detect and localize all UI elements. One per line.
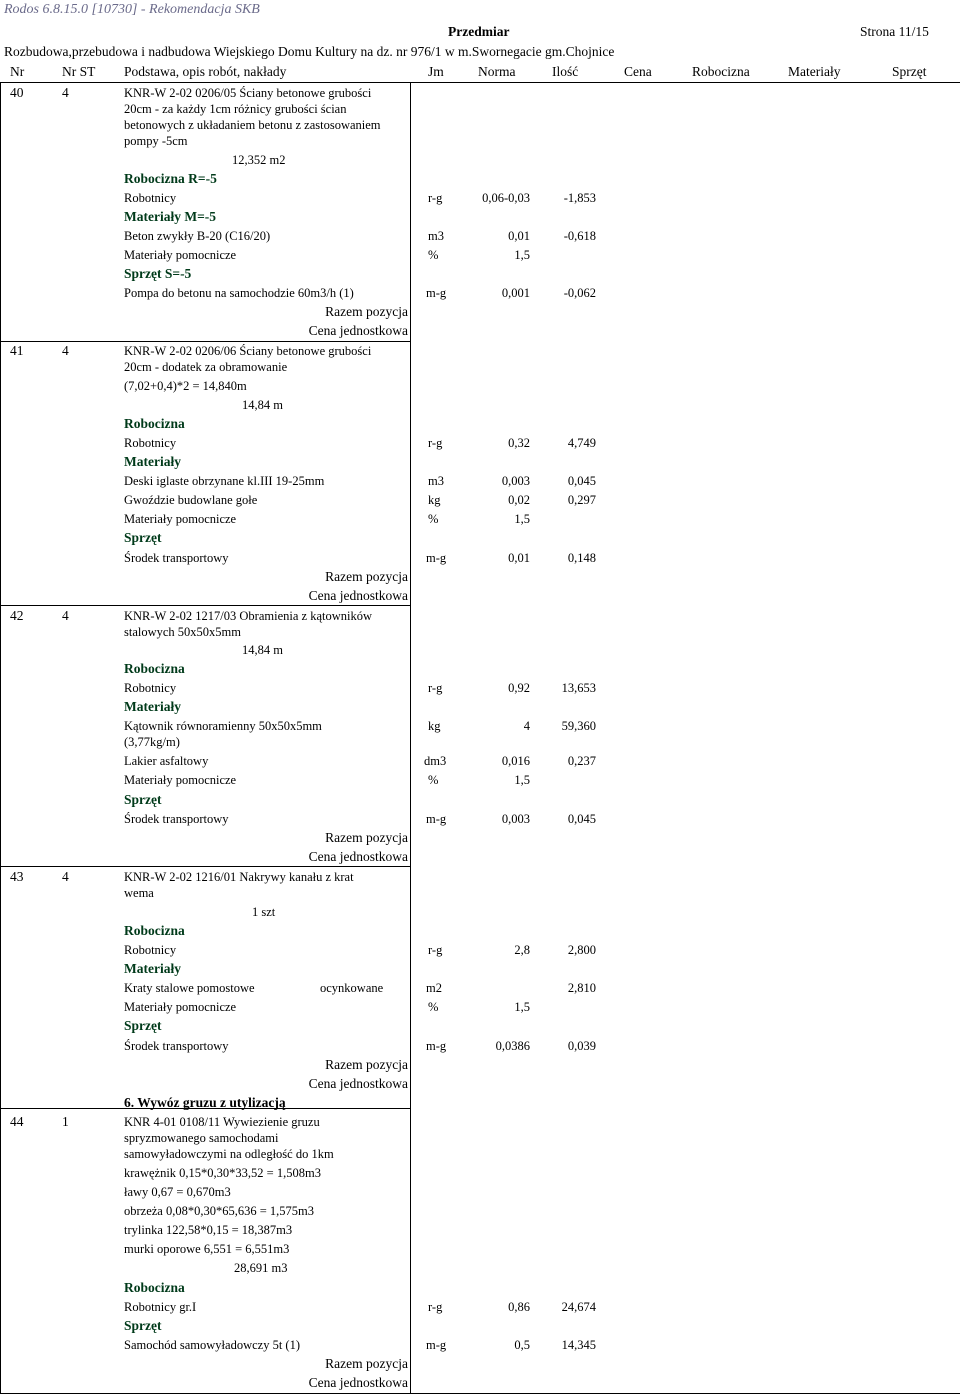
item-st: 4 xyxy=(62,869,69,884)
resource-norma: 0,003 xyxy=(501,812,530,826)
row-divider-43 xyxy=(0,866,410,867)
robocizna-heading: Robocizna xyxy=(124,661,185,676)
sprzet-heading: Sprzęt S=-5 xyxy=(124,266,192,281)
item-desc-line: KNR-W 2-02 0206/06 Ściany betonowe grubości xyxy=(124,344,372,358)
sprzet-heading: Sprzęt xyxy=(124,1018,162,1033)
col-robocizna: Robocizna xyxy=(692,64,750,79)
item-calc: trylinka 122,58*0,15 = 18,387m3 xyxy=(124,1223,293,1237)
cena-jednostkowa: Cena jednostkowa xyxy=(308,1076,408,1091)
col-description: Podstawa, opis robót, nakłady xyxy=(124,64,287,79)
sprzet-heading: Sprzęt xyxy=(124,792,162,807)
resource-jm: % xyxy=(428,248,439,262)
resource-norma: 0,02 xyxy=(508,493,530,507)
resource-norma: 0,32 xyxy=(508,436,530,450)
razem-pozycja: Razem pozycja xyxy=(325,830,408,845)
cena-jednostkowa: Cena jednostkowa xyxy=(308,588,408,603)
item-calc: krawężnik 0,15*0,30*33,52 = 1,508m3 xyxy=(124,1166,321,1180)
resource-norma: 4 xyxy=(523,719,530,733)
resource-ilosc: -0,062 xyxy=(563,286,596,300)
resource-name: Beton zwykły B-20 (C16/20) xyxy=(124,229,271,243)
item-quantity: 1 szt xyxy=(252,905,276,919)
robocizna-heading: Robocizna xyxy=(124,923,185,938)
resource-norma: 1,5 xyxy=(514,1000,530,1014)
resource-ilosc: 4,749 xyxy=(567,436,596,450)
materialy-heading: Materiały xyxy=(124,454,181,469)
item-desc-line: KNR-W 2-02 0206/05 Ściany betonowe grubości xyxy=(124,86,372,100)
section-heading: 6. Wywóz gruzu z utylizacją xyxy=(124,1095,286,1110)
resource-ilosc: 0,045 xyxy=(567,812,596,826)
resource-name-cont: (3,77kg/m) xyxy=(124,735,180,749)
materialy-heading: Materiały xyxy=(124,699,181,714)
sprzet-heading: Sprzęt xyxy=(124,530,162,545)
item-desc-line: stalowych 50x50x5mm xyxy=(124,625,242,639)
item-nr: 43 xyxy=(10,869,24,884)
resource-ilosc: -1,853 xyxy=(563,191,596,205)
resource-jm: r-g xyxy=(428,436,443,450)
item-st: 4 xyxy=(62,343,69,358)
resource-name: Środek transportowy xyxy=(124,1039,229,1053)
resource-ilosc: 13,653 xyxy=(561,681,596,695)
resource-jm: m3 xyxy=(428,229,444,243)
resource-norma: 0,92 xyxy=(508,681,530,695)
robocizna-heading: Robocizna xyxy=(124,1280,185,1295)
item-quantity: 14,84 m xyxy=(242,643,283,657)
resource-jm: m-g xyxy=(426,812,447,826)
sprzet-heading: Sprzęt xyxy=(124,1318,162,1333)
resource-jm: m3 xyxy=(428,474,444,488)
col-nr-st: Nr ST xyxy=(62,64,96,79)
item-nr: 41 xyxy=(10,343,24,358)
resource-norma: 0,016 xyxy=(501,754,530,768)
resource-name: Środek transportowy xyxy=(124,812,229,826)
resource-name: Materiały pomocnicze xyxy=(124,248,237,262)
resource-norma: 0,001 xyxy=(501,286,530,300)
project-title: Rozbudowa,przebudowa i nadbudowa Wiejskiego Domu Kultury na dz. nr 976/1 w m.Swornegacie gm.Chojnice xyxy=(4,44,615,59)
resource-name: Materiały pomocnicze xyxy=(124,773,237,787)
resource-ilosc: 0,148 xyxy=(567,551,596,565)
bottom-border xyxy=(0,1393,960,1394)
resource-ilosc: 14,345 xyxy=(561,1338,596,1352)
col-nr: Nr xyxy=(10,64,25,79)
resource-ilosc: 59,360 xyxy=(561,719,596,733)
item-nr: 42 xyxy=(10,608,24,623)
resource-jm: r-g xyxy=(428,1300,443,1314)
resource-name: Robotnicy gr.I xyxy=(124,1300,197,1314)
resource-name: Kątownik równoramienny 50x50x5mm xyxy=(124,719,322,733)
row-divider-41 xyxy=(0,341,410,342)
resource-norma: 1,5 xyxy=(514,512,530,526)
item-quantity: 14,84 m xyxy=(242,398,283,412)
resource-name: Gwoździe budowlane gołe xyxy=(124,493,258,507)
resource-jm: m2 xyxy=(426,981,442,995)
resource-norma: 0,01 xyxy=(508,229,530,243)
resource-jm: m-g xyxy=(426,551,447,565)
item-calc: (7,02+0,4)*2 = 14,840m xyxy=(124,379,247,393)
resource-ilosc: 2,800 xyxy=(567,943,596,957)
resource-ilosc: 24,674 xyxy=(561,1300,596,1314)
header-bottom-rule xyxy=(0,82,960,83)
robocizna-heading: Robocizna R=-5 xyxy=(124,171,217,186)
item-calc: ławy 0,67 = 0,670m3 xyxy=(124,1185,231,1199)
item-desc-line: KNR 4-01 0108/11 Wywiezienie gruzu xyxy=(124,1115,320,1129)
resource-jm: dm3 xyxy=(424,754,447,768)
resource-norma: 1,5 xyxy=(514,248,530,262)
resource-ilosc: 0,039 xyxy=(567,1039,596,1053)
resource-name: Deski iglaste obrzynane kl.III 19-25mm xyxy=(124,474,325,488)
col-sprzet: Sprzęt xyxy=(892,64,927,79)
item-quantity: 28,691 m3 xyxy=(234,1261,288,1275)
resource-name: Lakier asfaltowy xyxy=(124,754,209,768)
resource-norma: 0,0386 xyxy=(495,1039,530,1053)
item-desc-line: betonowych z układaniem betonu z zastosowaniem xyxy=(124,118,381,132)
resource-name: Samochód samowyładowczy 5t (1) xyxy=(124,1338,301,1352)
resource-name: Robotnicy xyxy=(124,191,177,205)
item-desc-line: 20cm - za każdy 1cm różnicy grubości ścian xyxy=(124,102,347,116)
resource-norma: 0,86 xyxy=(508,1300,530,1314)
razem-pozycja: Razem pozycja xyxy=(325,569,408,584)
col-ilosc: Ilość xyxy=(552,64,579,79)
app-title: Rodos 6.8.15.0 [10730] - Rekomendacja SKB xyxy=(4,2,260,17)
razem-pozycja: Razem pozycja xyxy=(325,304,408,319)
resource-jm: m-g xyxy=(426,286,447,300)
resource-jm: r-g xyxy=(428,191,443,205)
item-desc-line: KNR-W 2-02 1217/03 Obramienia z kątowników xyxy=(124,609,372,623)
cena-jednostkowa: Cena jednostkowa xyxy=(308,323,408,338)
resource-norma: 1,5 xyxy=(514,773,530,787)
resource-norma: 0,003 xyxy=(501,474,530,488)
robocizna-heading: Robocizna xyxy=(124,416,185,431)
item-st: 4 xyxy=(62,85,69,100)
resource-jm: r-g xyxy=(428,681,443,695)
item-st: 1 xyxy=(62,1114,69,1129)
resource-jm: % xyxy=(428,1000,439,1014)
resource-name: Robotnicy xyxy=(124,943,177,957)
resource-ilosc: -0,618 xyxy=(563,229,596,243)
item-desc-line: wema xyxy=(124,886,154,900)
col-jm: Jm xyxy=(428,64,444,79)
resource-jm: m-g xyxy=(426,1338,447,1352)
cena-jednostkowa: Cena jednostkowa xyxy=(308,1375,408,1390)
row-divider-42 xyxy=(0,605,410,606)
resource-name: Kraty stalowe pomostowe xyxy=(124,981,255,995)
resource-norma: 0,06-0,03 xyxy=(482,191,530,205)
resource-ilosc: 0,045 xyxy=(567,474,596,488)
resource-name: Robotnicy xyxy=(124,436,177,450)
materialy-heading: Materiały M=-5 xyxy=(124,209,217,224)
item-desc-line: KNR-W 2-02 1216/01 Nakrywy kanału z krat xyxy=(124,870,354,884)
resource-jm: % xyxy=(428,512,439,526)
item-calc: murki oporowe 6,551 = 6,551m3 xyxy=(124,1242,290,1256)
col-cena: Cena xyxy=(624,64,652,79)
item-desc-line: spryzmowanego samochodami xyxy=(124,1131,279,1145)
materialy-heading: Materiały xyxy=(124,961,181,976)
resource-ilosc: 0,297 xyxy=(567,493,596,507)
resource-norma: 0,01 xyxy=(508,551,530,565)
resource-name: Środek transportowy xyxy=(124,551,229,565)
resource-name-cont: ocynkowane xyxy=(320,981,384,995)
resource-jm: r-g xyxy=(428,943,443,957)
resource-name: Materiały pomocnicze xyxy=(124,512,237,526)
resource-name: Materiały pomocnicze xyxy=(124,1000,237,1014)
item-desc-line: pompy -5cm xyxy=(124,134,188,148)
resource-name: Pompa do betonu na samochodzie 60m3/h (1) xyxy=(124,286,354,300)
item-desc-line: 20cm - dodatek za obramowanie xyxy=(124,360,288,374)
col-materialy: Materiały xyxy=(788,64,841,79)
item-desc-line: samowyładowczymi na odległość do 1km xyxy=(124,1147,334,1161)
item-nr: 44 xyxy=(10,1114,24,1129)
resource-jm: kg xyxy=(428,719,441,733)
item-quantity: 12,352 m2 xyxy=(232,153,286,167)
resource-name: Robotnicy xyxy=(124,681,177,695)
resource-norma: 2,8 xyxy=(514,943,530,957)
razem-pozycja: Razem pozycja xyxy=(325,1356,408,1371)
resource-jm: m-g xyxy=(426,1039,447,1053)
resource-norma: 0,5 xyxy=(514,1338,530,1352)
page-label: Strona 11/15 xyxy=(860,24,929,39)
resource-ilosc: 2,810 xyxy=(567,981,596,995)
doc-title: Przedmiar xyxy=(448,24,510,39)
item-st: 4 xyxy=(62,608,69,623)
left-border xyxy=(0,82,1,1394)
resource-ilosc: 0,237 xyxy=(567,754,596,768)
col-norma: Norma xyxy=(478,64,516,79)
resource-jm: % xyxy=(428,773,439,787)
item-nr: 40 xyxy=(10,85,24,100)
item-calc: obrzeża 0,08*0,30*65,636 = 1,575m3 xyxy=(124,1204,315,1218)
razem-pozycja: Razem pozycja xyxy=(325,1057,408,1072)
grid-divider xyxy=(410,82,411,1394)
resource-jm: kg xyxy=(428,493,441,507)
cena-jednostkowa: Cena jednostkowa xyxy=(308,849,408,864)
